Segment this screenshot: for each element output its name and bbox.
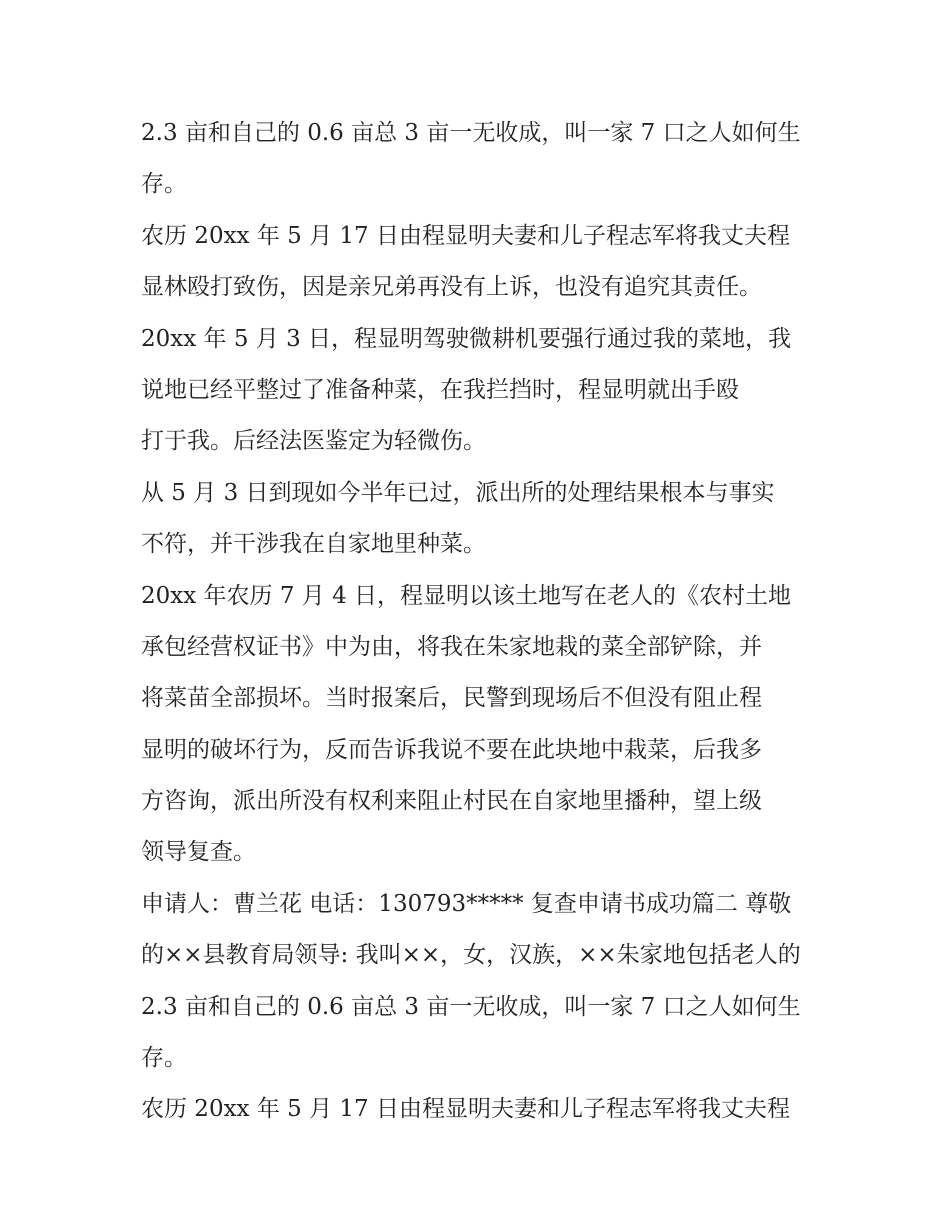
- text-line: 2.3 亩和自己的 0.6 亩总 3 亩一无收成，叫一家 7 口之人如何生: [141, 120, 801, 146]
- text-line: 打于我。后经法医鉴定为轻微伤。: [141, 428, 486, 455]
- text-line: 2.3 亩和自己的 0.6 亩总 3 亩一无收成，叫一家 7 口之人如何生: [141, 993, 801, 1020]
- text-line: 20xx 年 5 月 3 日，程显明驾驶微耕机要强行通过我的菜地，我: [141, 325, 792, 352]
- text-line: 领导复查。: [141, 839, 256, 866]
- text-line: 的××县教育局领导: 我叫××，女，汉族，××朱家地包括老人的: [141, 942, 801, 969]
- text-line: 承包经营权证书》中为由，将我在朱家地栽的菜全部铲除，并: [141, 633, 762, 660]
- text-line: 20xx 年农历 7 月 4 日，程显明以该土地写在老人的《农村土地: [141, 582, 792, 609]
- document-body: [141, 108, 813, 1136]
- text-line: 申请人：曹兰花 电话：130793***** 复查申请书成功篇二 尊敬: [141, 890, 792, 917]
- text-line: 农历 20xx 年 5 月 17 日由程显明夫妻和儿子程志军将我丈夫程: [141, 1096, 790, 1123]
- text-line: 存。: [141, 171, 187, 198]
- text-line: 从 5 月 3 日到现如今半年已过，派出所的处理结果根本与事实: [141, 479, 775, 506]
- text-line: 显林殴打致伤，因是亲兄弟再没有上诉，也没有追究其责任。: [141, 274, 762, 301]
- text-line: 不符，并干涉我在自家地里种菜。: [141, 531, 486, 558]
- text-line: 存。: [141, 1045, 187, 1072]
- text-line: 显明的破坏行为，反而告诉我说不要在此块地中栽菜，后我多: [141, 736, 762, 763]
- text-line: 将菜苗全部损坏。当时报案后，民警到现场后不但没有阻止程: [141, 685, 762, 712]
- text-line: 方咨询，派出所没有权利来阻止村民在自家地里播种，望上级: [141, 788, 762, 815]
- text-line: 说地已经平整过了准备种菜，在我拦挡时，程显明就出手殴: [141, 376, 739, 403]
- text-line: 农历 20xx 年 5 月 17 日由程显明夫妻和儿子程志军将我丈夫程: [141, 222, 790, 249]
